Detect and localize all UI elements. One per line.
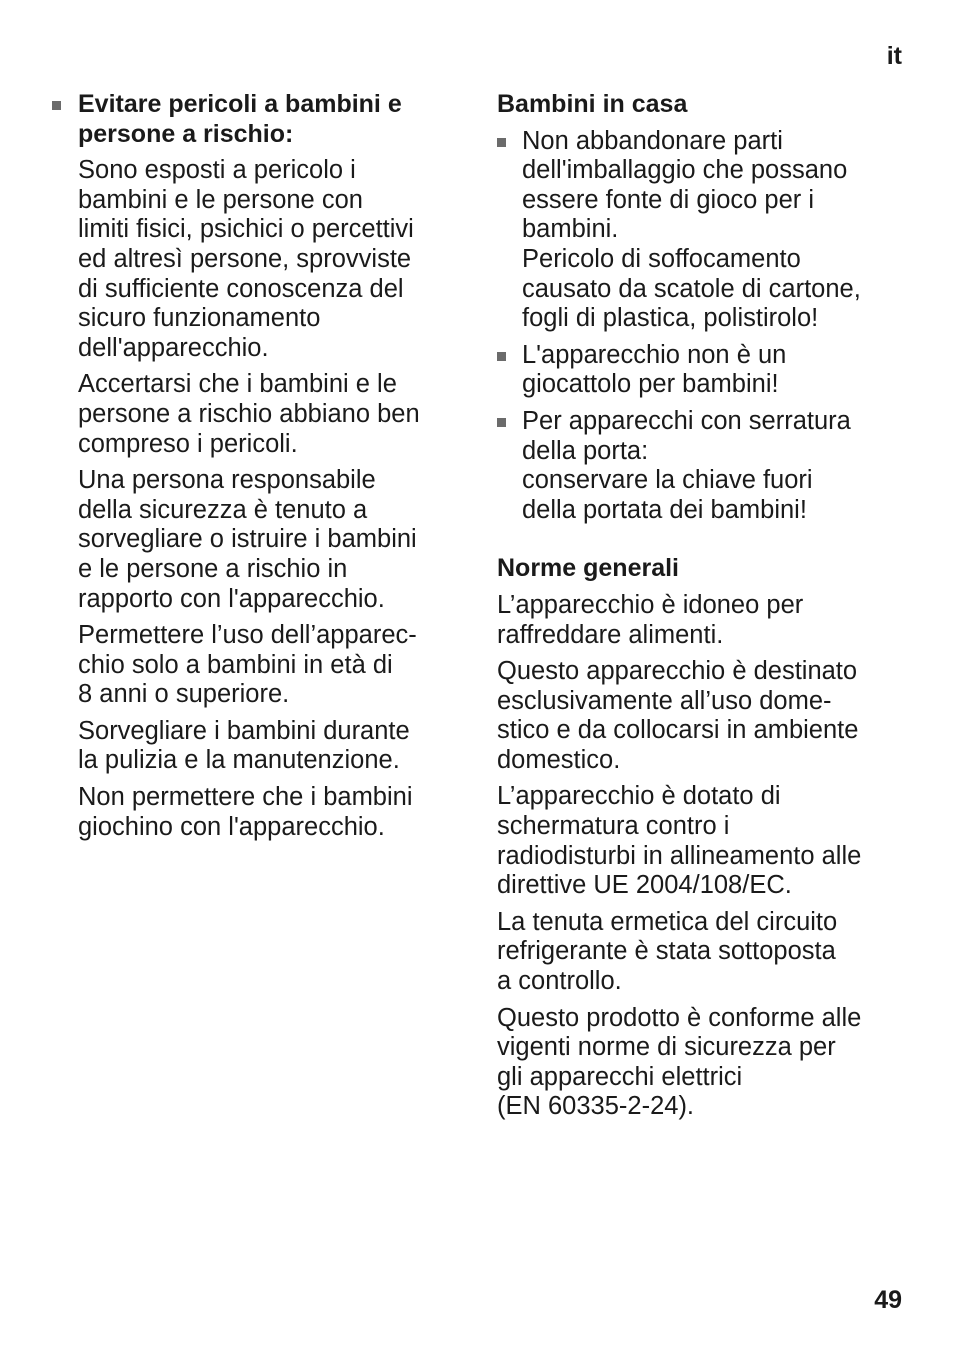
right-paragraph: La tenuta ermetica del circuito refrigerante è stata sottoposta a controllo. bbox=[497, 907, 838, 996]
right-column bbox=[497, 90, 917, 1129]
list-item-text: Per apparecchi con serratura della porta: conservare la chiave fuori della portata dei bambini! bbox=[522, 406, 851, 524]
left-paragraph: Una persona responsabile della sicurezza è tenuto a sorvegliare o istruire i bambini e le persone a rischio in rapporto con l'apparecchio. bbox=[78, 466, 417, 613]
right-paragraph: Questo apparecchio è destinato esclusivamente all’uso dome- stico e da collocarsi in ambiente domestico. bbox=[497, 657, 859, 774]
section-heading-bambini: Bambini in casa bbox=[497, 90, 688, 118]
square-bullet-icon bbox=[52, 101, 61, 110]
left-paragraph: Permettere l’uso dell’apparec- chio solo a bambini in età di 8 anni o superiore. bbox=[78, 621, 417, 709]
right-paragraph: L’apparecchio è idoneo per raffreddare alimenti. bbox=[497, 590, 804, 649]
right-paragraph: L’apparecchio è dotato di schermatura contro i radiodisturbi in allineamento alle direttive UE 2004/108/EC. bbox=[497, 782, 862, 900]
left-paragraph: Accertarsi che i bambini e le persone a rischio abbiano ben compreso i pericoli. bbox=[78, 370, 420, 458]
list-item bbox=[497, 341, 917, 400]
right-paragraph: Questo prodotto è conforme alle vigenti norme di sicurezza per gli apparecchi elettrici (EN 60335-2-24). bbox=[497, 1003, 862, 1121]
left-bullet-heading: Evitare pericoli a bambini e persone a rischio: bbox=[78, 90, 402, 148]
square-bullet-icon bbox=[497, 352, 506, 361]
list-item-text: L'apparecchio non è un giocattolo per bambini! bbox=[522, 340, 787, 399]
left-paragraph: Non permettere che i bambini giochino con l'apparecchio. bbox=[78, 783, 413, 841]
section-spacer bbox=[497, 532, 917, 554]
section-heading-norme: Norme generali bbox=[497, 554, 680, 583]
page-number: 49 bbox=[874, 1286, 902, 1314]
language-code: it bbox=[886, 42, 902, 70]
left-bullet-item bbox=[78, 90, 478, 149]
bullet-list bbox=[497, 127, 917, 526]
list-item-text: Non abbandonare parti dell'imballaggio che possano essere fonte di gioco per i bambini. Pericolo di soffocamento causato da scatole di cartone, fogli di plastica, polistirolo! bbox=[522, 126, 861, 333]
left-column bbox=[78, 90, 478, 849]
left-paragraph: Sono esposti a pericolo i bambini e le persone con limiti fisici, psichici o percettivi ed altresì persone, sprovviste di sufficiente conoscenza del sicuro funzionamento dell'apparecchio. bbox=[78, 156, 414, 362]
list-item bbox=[497, 407, 917, 525]
list-item bbox=[497, 127, 917, 334]
square-bullet-icon bbox=[497, 138, 506, 147]
left-paragraph: Sorvegliare i bambini durante la pulizia e la manutenzione. bbox=[78, 716, 410, 775]
square-bullet-icon bbox=[497, 418, 506, 427]
